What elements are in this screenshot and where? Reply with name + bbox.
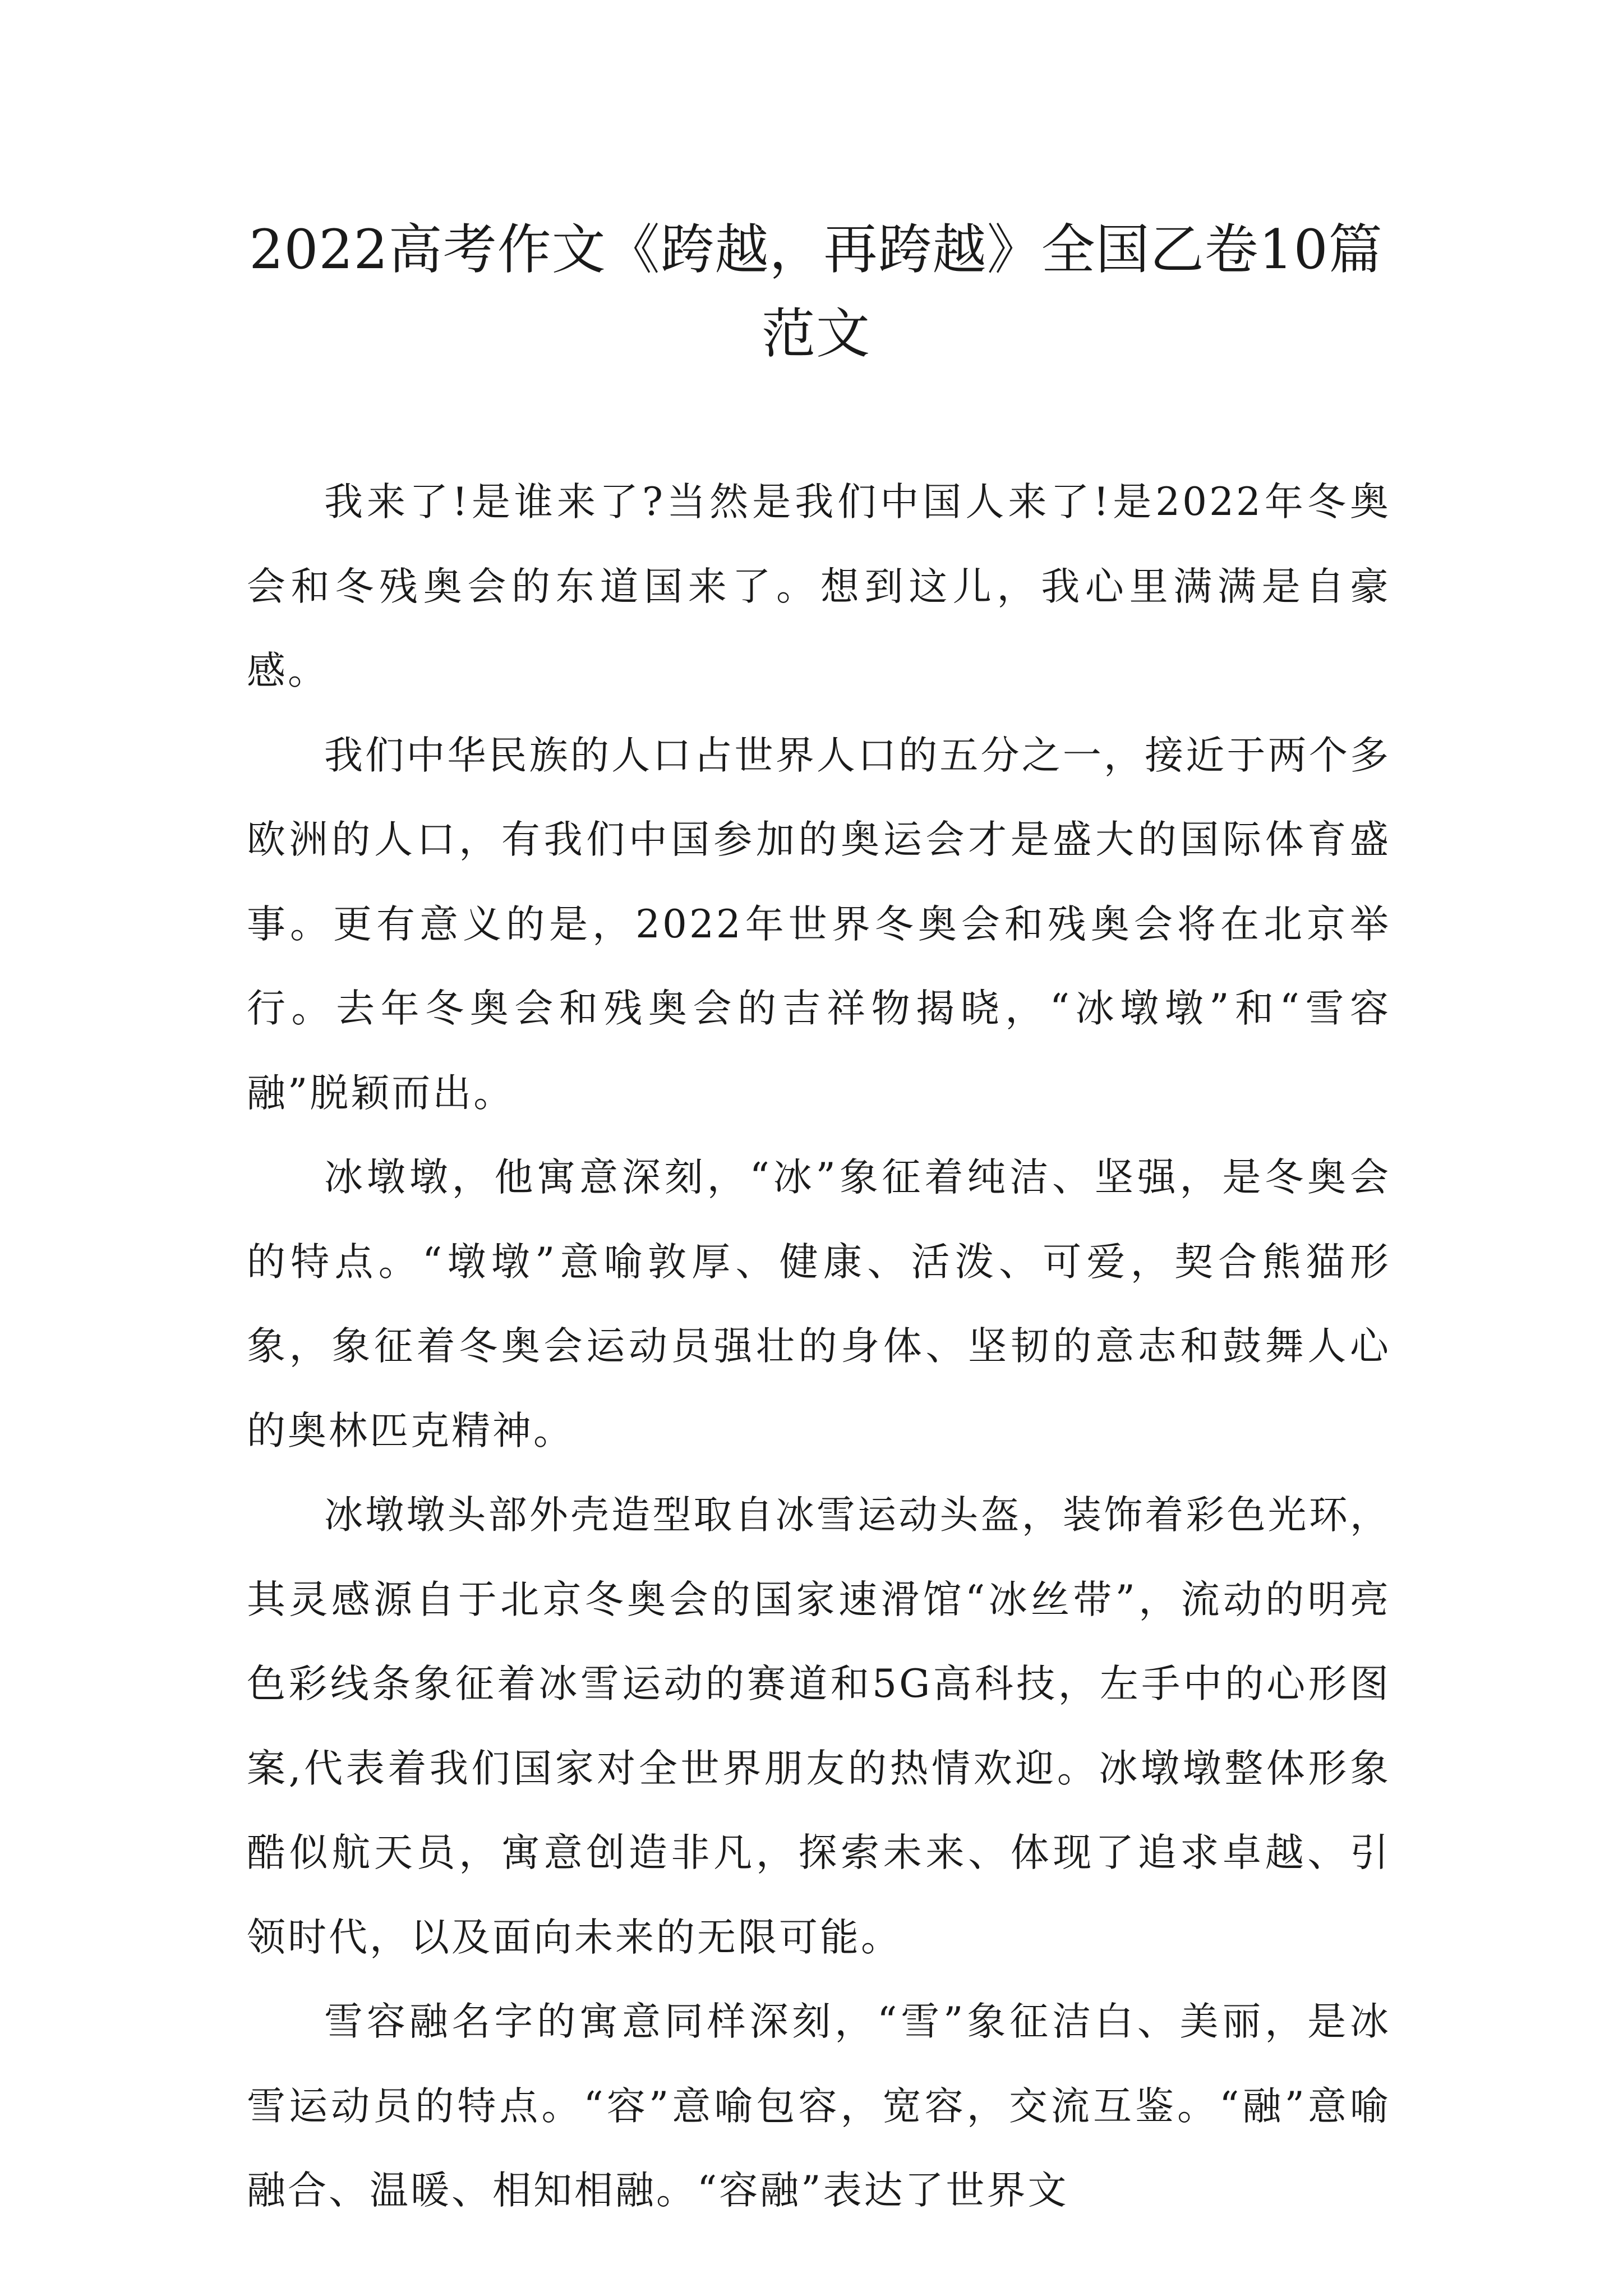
- paragraph-5: 雪容融名字的寓意同样深刻，“雪”象征洁白、美丽，是冰雪运动员的特点。“容”意喻包容，宽容，交流互鉴。“融”意喻融合、温暖、相知相融。“容融”表达了世界文: [247, 1999, 1391, 2213]
- document-title: 2022高考作文《跨越，再跨越》全国乙卷10篇范文: [249, 218, 1383, 365]
- paragraph-1: 我来了!是谁来了?当然是我们中国人来了!是2022年冬奥会和冬残奥会的东道国来了。想到这儿，我心里满满是自豪感。: [247, 480, 1391, 693]
- paragraph-3: 冰墩墩，他寓意深刻，“冰”象征着纯洁、坚强，是冬奥会的特点。“墩墩”意喻敦厚、健康、活泼、可爱，契合熊猫形象，象征着冬奥会运动员强壮的身体、坚韧的意志和鼓舞人心的奥林匹克精神。: [247, 1155, 1391, 1453]
- paragraph-2: 我们中华民族的人口占世界人口的五分之一，接近于两个多欧洲的人口，有我们中国参加的奥运会才是盛大的国际体育盛事。更有意义的是，2022年世界冬奥会和残奥会将在北京举行。去年冬奥会和残奥会的吉祥物揭晓，“冰墩墩”和“雪容融”脱颖而出。: [247, 733, 1391, 1116]
- paragraph-4: 冰墩墩头部外壳造型取自冰雪运动头盔，装饰着彩色光环，其灵感源自于北京冬奥会的国家速滑馆“冰丝带”，流动的明亮色彩线条象征着冰雪运动的赛道和5G高科技，左手中的心形图案,代表着我们国家对全世界朋友的热情欢迎。冰墩墩整体形象酷似航天员，寓意创造非凡，探索未来、体现了追求卓越、引领时代，以及面向未来的无限可能。: [247, 1493, 1391, 1960]
- document-body: [247, 460, 1391, 2233]
